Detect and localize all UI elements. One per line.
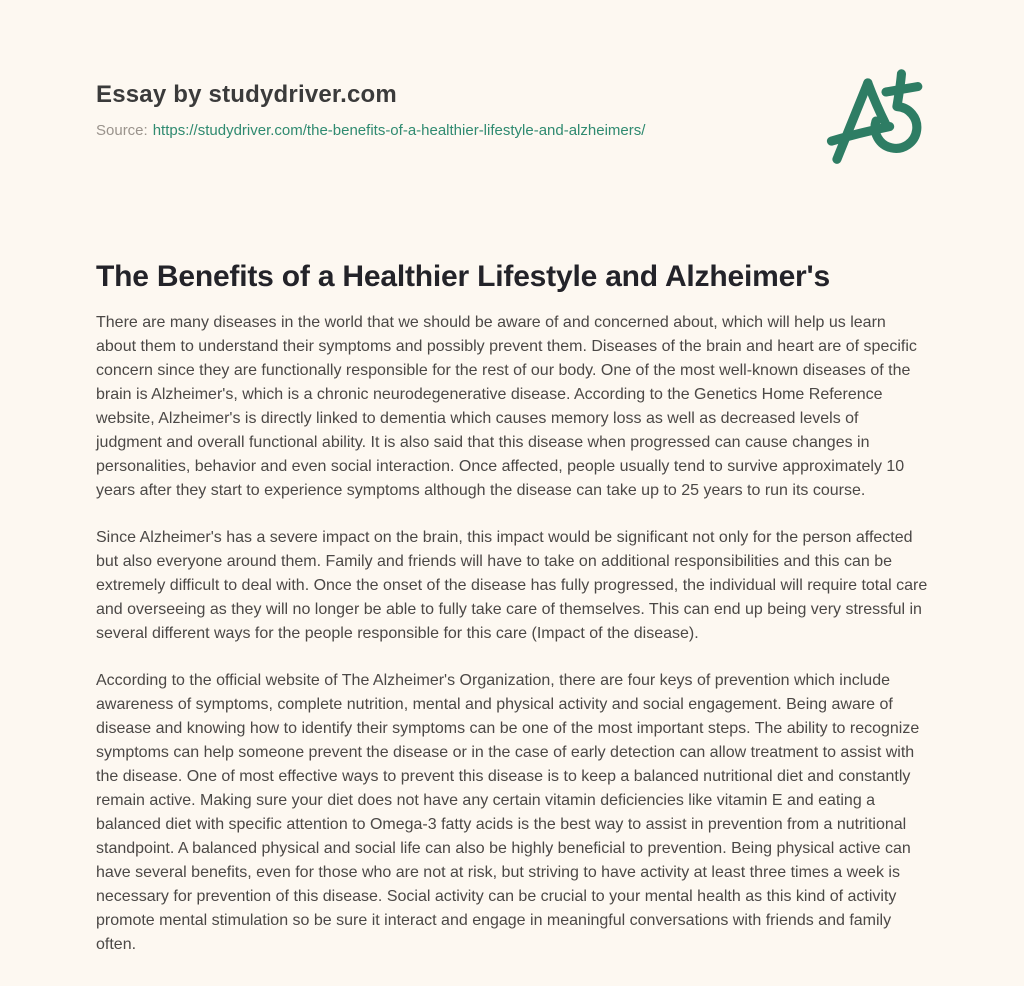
source-line: [96, 122, 645, 140]
essay-paragraph-3: According to the official website of The Alzheimer's Organization, there are four keys of prevention which include awareness of symptoms, complete nutrition, mental and physical activity and social engagement. Being aware of disease and knowing how to identify their symptoms can be one of the most important steps. The ability to recognize symptoms can help someone prevent the disease or in the case of early detection can allow treatment to assist with the disease. One of most effective ways to prevent this disease is to keep a balanced nutritional diet and constantly remain active. Making sure your diet does not have any certain vitamin deficiencies like vitamin E and eating a balanced diet with specific attention to Omega-3 fatty acids is the best way to assist in prevention from a nutritional standpoint. A balanced physical and social life can also be highly beneficial to prevention. Being physical active can have several benefits, even for those who are not at risk, but striving to have activity at least three times a week is necessary for prevention of this disease. Social activity can be crucial to your mental health as this kind of activity promote mental stimulation so be sure it interact and engage in meaningful conversations with friends and family often.: [96, 672, 920, 953]
essay-paragraph-2: Since Alzheimer's has a severe impact on the brain, this impact would be significant not only for the person affected but also everyone around them. Family and friends will have to take on additional responsibilities and this can be extremely difficult to deal with. Once the onset of the disease has fully progressed, the individual will require total care and overseeing as they will no longer be able to fully take care of themselves. This can end up being very stressful in several different ways for the people responsible for this care (Impact of the disease).: [96, 529, 928, 642]
a-plus-logo-icon: [826, 68, 926, 166]
studydriver-logo: [826, 68, 926, 166]
essay-paragraph-1: There are many diseases in the world that we should be aware of and concerned about, which will help us learn about them to understand their symptoms and possibly prevent them. Diseases of the brain and heart are of specific concern since they are functionally responsible for the rest of our body. One of the most well-known diseases of the brain is Alzheimer's, which is a chronic neurodegenerative disease. According to the Genetics Home Reference website, Alzheimer's is directly linked to dementia which causes memory loss as well as decreased levels of judgment and overall functional ability. It is also said that this disease when progressed can cause changes in personalities, behavior and even social interaction. Once affected, people usually tend to survive approximately 10 years after they start to experience symptoms although the disease can take up to 25 years to run its course.: [96, 314, 917, 499]
essay-content: [96, 259, 928, 957]
essay-by-heading: Essay by studydriver.com: [96, 81, 397, 108]
essay-body: [96, 311, 928, 957]
header-text-block: [96, 68, 645, 140]
source-label: Source:: [96, 122, 148, 139]
source-link[interactable]: https://studydriver.com/the-benefits-of-a-healthier-lifestyle-and-alzheimers/: [152, 122, 646, 139]
essay-title: The Benefits of a Healthier Lifestyle and Alzheimer's: [96, 260, 830, 293]
page-header: [96, 0, 928, 166]
